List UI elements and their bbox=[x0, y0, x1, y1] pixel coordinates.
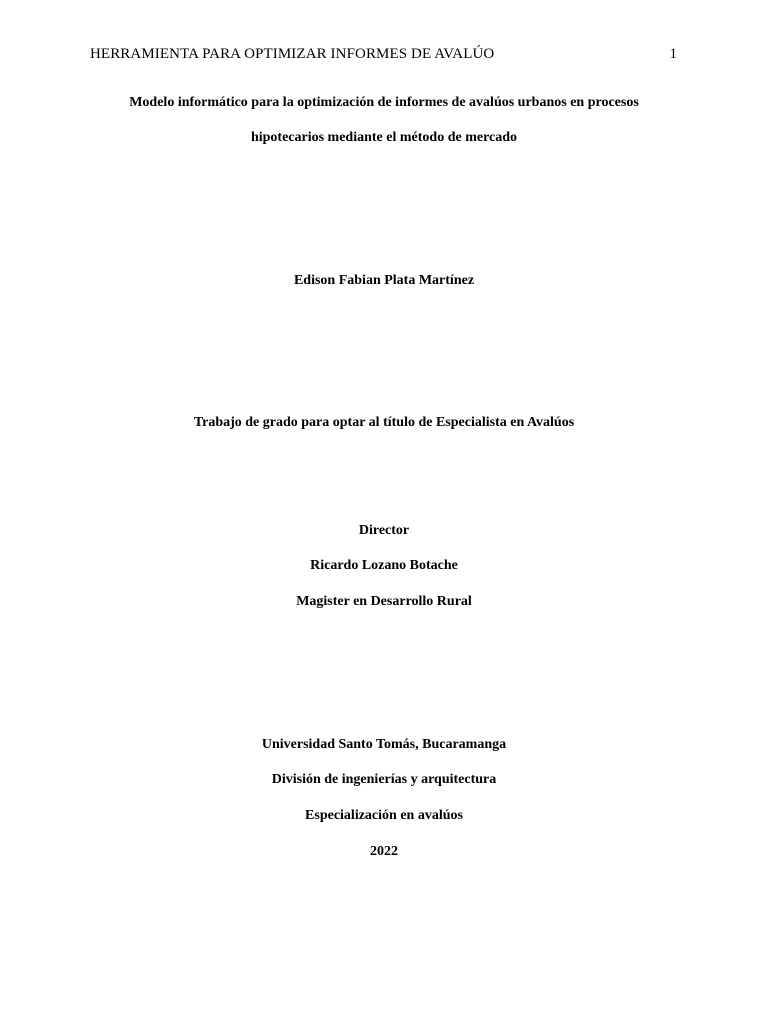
title-line-1: Modelo informático para la optimización de informes de avalúos urbanos en procesos bbox=[129, 95, 639, 110]
director-name: Ricardo Lozano Botache bbox=[310, 558, 458, 573]
running-head: HERRAMIENTA PARA OPTIMIZAR INFORMES DE AVALÚO bbox=[90, 46, 495, 62]
director-label: Director bbox=[358, 523, 410, 538]
director-degree: Magister en Desarrollo Rural bbox=[296, 594, 472, 609]
division-name: División de ingenierías y arquitectura bbox=[271, 772, 497, 787]
degree-purpose: Trabajo de grado para optar al título de Especialista en Avalúos bbox=[193, 415, 575, 430]
year: 2022 bbox=[370, 844, 398, 859]
page-number: 1 bbox=[669, 46, 677, 62]
author-name: Edison Fabian Plata Martínez bbox=[293, 273, 475, 288]
university-name: Universidad Santo Tomás, Bucaramanga bbox=[261, 737, 507, 752]
program-name: Especialización en avalúos bbox=[305, 808, 463, 823]
title-line-2: hipotecarios mediante el método de mercado bbox=[250, 130, 518, 145]
